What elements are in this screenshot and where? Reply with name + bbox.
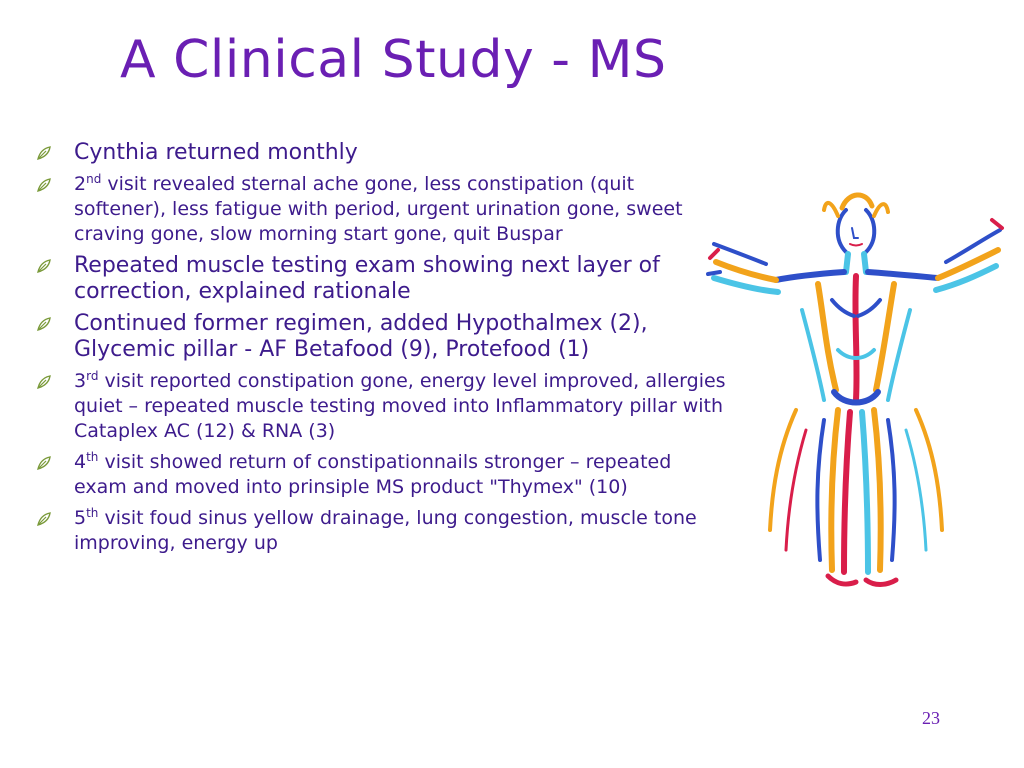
bullet-item [36, 140, 726, 166]
bullet-text: Continued former regimen, added Hypothalmex (2), Glycemic pillar - AF Betafood (9), Protefood (1) [74, 311, 648, 362]
ordinal-suffix: th [86, 506, 99, 520]
leaf-bullet-icon [36, 316, 52, 332]
ordinal-number: 5 [74, 507, 87, 529]
leaf-bullet-icon [36, 177, 52, 193]
bullet-item [36, 450, 726, 500]
leaf-bullet-icon [36, 258, 52, 274]
page-number: 23 [922, 708, 940, 728]
leaf-bullet-icon [36, 511, 52, 527]
bullet-item [36, 311, 726, 363]
bullet-item [36, 253, 726, 305]
leaf-bullet-icon [36, 455, 52, 471]
bullet-item [36, 369, 726, 444]
bullet-text: visit foud sinus yellow drainage, lung congestion, muscle tone improving, energy up [74, 507, 697, 554]
ordinal-suffix: th [86, 450, 99, 464]
ordinal-number: 4 [74, 451, 87, 473]
bullet-item [36, 172, 726, 247]
ordinal-number: 2 [74, 173, 87, 195]
bullet-item [36, 506, 726, 556]
bullet-text: visit reported constipation gone, energy level improved, allergies quiet – repeated muscle testing moved into Inflammatory pillar with Cataplex AC (12) & RNA (3) [74, 370, 726, 442]
bullet-text: visit revealed sternal ache gone, less constipation (quit softener), less fatigue with period, urgent urination gone, sweet craving gone, slow morning start gone, quit Buspar [74, 173, 683, 245]
bullet-text: visit showed return of constipationnails stronger – repeated exam and moved into prinsiple MS product "Thymex" (10) [74, 451, 672, 498]
leaf-bullet-icon [36, 145, 52, 161]
ordinal-suffix: nd [86, 172, 102, 186]
ordinal-suffix: rd [86, 369, 99, 383]
ordinal-number: 3 [74, 370, 87, 392]
bullet-text: Cynthia returned monthly [74, 140, 358, 165]
bullet-list [36, 140, 726, 562]
slide-title: A Clinical Study - MS [120, 30, 667, 90]
bullet-text: Repeated muscle testing exam showing next layer of correction, explained rationale [74, 253, 660, 304]
leaf-bullet-icon [36, 374, 52, 390]
human-figure-illustration [706, 180, 1006, 600]
